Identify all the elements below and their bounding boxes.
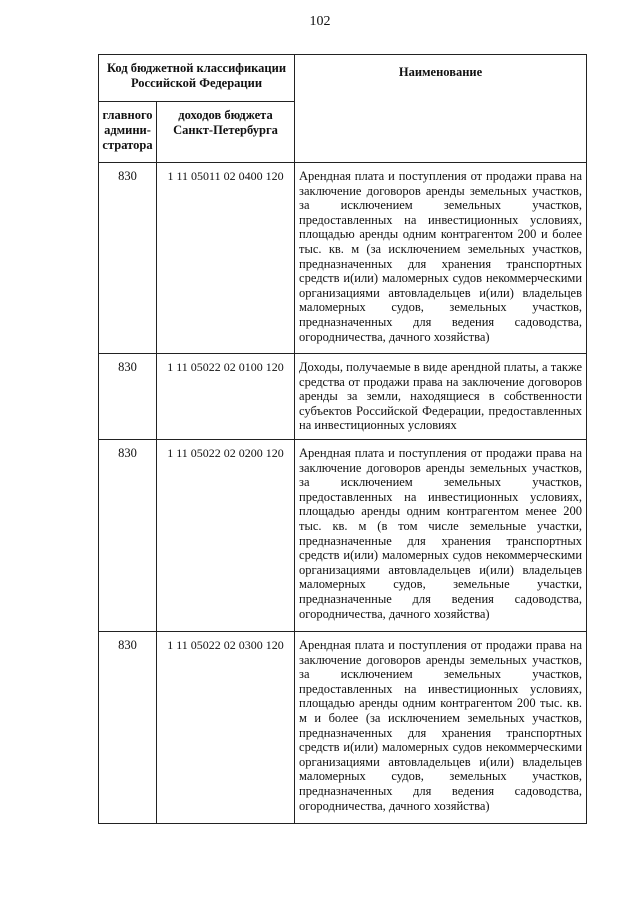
admin-code: 830 (99, 631, 157, 823)
table-row (99, 163, 587, 354)
admin-code: 830 (99, 354, 157, 440)
table-row (99, 631, 587, 823)
header-admin: главного админи-стратора (99, 102, 157, 163)
header-classification-code: Код бюджетной классификации Российской Федерации (99, 55, 295, 102)
table-row (99, 439, 587, 631)
income-code: 1 11 05011 02 0400 120 (157, 163, 295, 354)
admin-code: 830 (99, 439, 157, 631)
income-name: Арендная плата и поступления от продажи права на заключение договоров аренды земельных участков, за исключением земельных участков, предоставленных на инвестиционных условиях, площадью аренды одним контрагентом 200 тыс. кв. м и более (за исключением земельных участков, предназначенных для хранения транспортных средств и(или) маломерных судов некоммерческими организациями автовладельцев и(или) владельцев маломерных судов, земельных участков, предназначенных для ведения садоводства, огородничества, дачного хозяйства) (295, 631, 587, 823)
income-code: 1 11 05022 02 0200 120 (157, 439, 295, 631)
income-code: 1 11 05022 02 0300 120 (157, 631, 295, 823)
income-name: Арендная плата и поступления от продажи права на заключение договоров аренды земельных участков, за исключением земельных участков, предоставленных на инвестиционных условиях, площадью аренды одним контрагентом менее 200 тыс. кв. м (в том числе земельные участки, предназначенные для хранения транспортных средств и(или) маломерных судов некоммерческими организациями автовладельцев и(или) владельцев маломерных судов, земельные участки, предназначенные для ведения садоводства, огородничества, дачного хозяйства) (295, 439, 587, 631)
page-number: 102 (309, 14, 331, 29)
table-row (99, 354, 587, 440)
header-name: Наименование (295, 55, 587, 163)
income-code: 1 11 05022 02 0100 120 (157, 354, 295, 440)
income-name: Арендная плата и поступления от продажи права на заключение договоров аренды земельных участков, за исключением земельных участков, предоставленных на инвестиционных условиях, площадью аренды одним контрагентом 200 и более тыс. кв. м (за исключением земельных участков, предназначенных для хранения транспортных средств и(или) маломерных судов некоммерческими организациями автовладельцев и(или) владельцев маломерных судов, земельных участков, предназначенных для ведения садоводства, огородничества, дачного хозяйства) (295, 163, 587, 354)
income-name: Доходы, получаемые в виде арендной платы, а также средства от продажи права на заключение договоров аренды за земли, находящиеся в собственности субъектов Российской Федерации, предоставленных на инвестиционных условиях (295, 354, 587, 440)
budget-classification-table (98, 54, 587, 824)
table-header-row (99, 55, 587, 102)
admin-code: 830 (99, 163, 157, 354)
header-income: доходов бюджета Санкт-Петербурга (157, 102, 295, 163)
